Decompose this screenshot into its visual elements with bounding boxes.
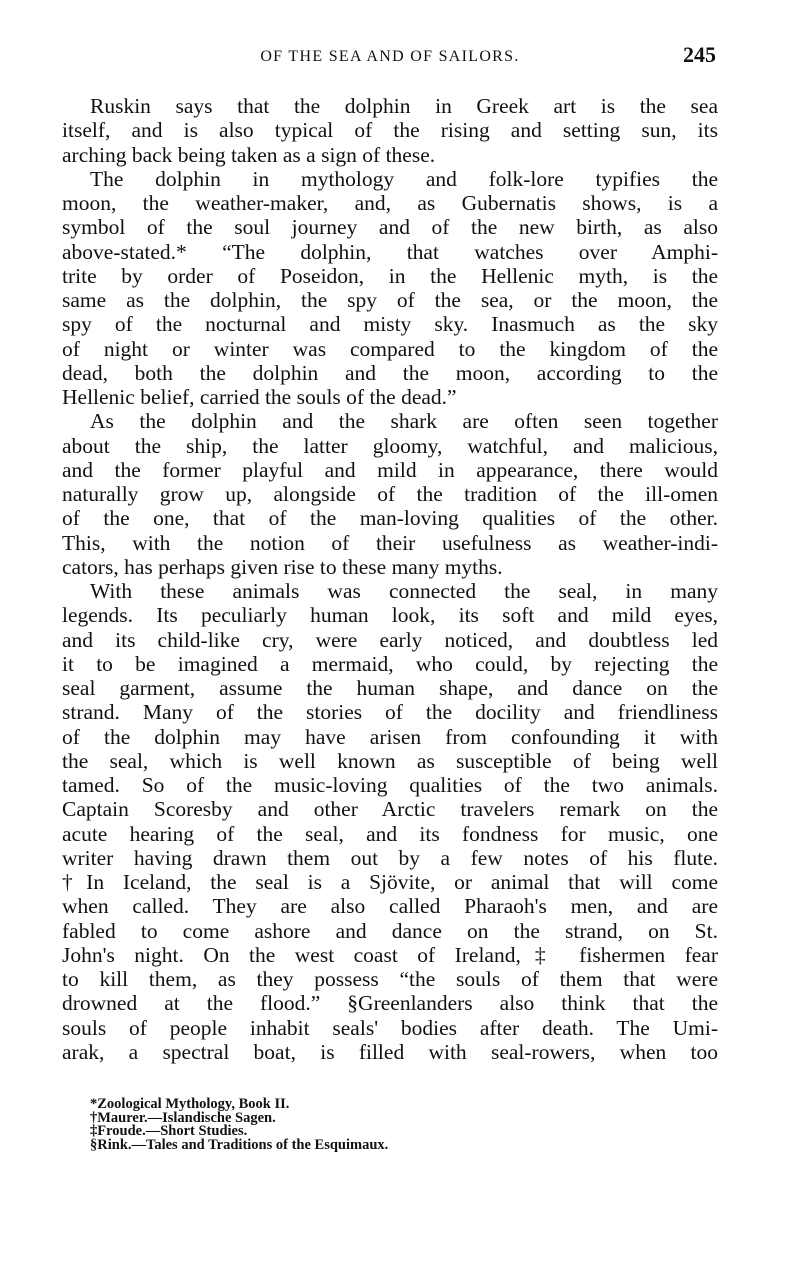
text-line: souls of people inhabit seals' bodies after death. The Umi- <box>62 1015 718 1040</box>
text-line: strand. Many of the stories of the docility and friendliness <box>62 700 718 725</box>
text-line: symbol of the soul journey and of the new birth, as also <box>62 215 718 240</box>
text-line: of the dolphin may have arisen from confounding it with <box>62 724 718 749</box>
text-line: of night or winter was compared to the kingdom of the <box>62 336 718 361</box>
text-line: the seal, which is well known as susceptible of being well <box>62 748 718 773</box>
text-line: moon, the weather-maker, and, as Gubernatis shows, is a <box>62 191 718 215</box>
footnote: ‡Froude.—Short Studies. <box>90 1123 248 1139</box>
page-header <box>62 42 718 72</box>
text-line: Hellenic belief, carried the souls of the dead.” <box>62 385 457 409</box>
text-line: to kill them, as they possess “the souls of them that were <box>62 967 718 991</box>
footnotes <box>90 1098 388 1152</box>
text-line: it to be imagined a mermaid, who could, by rejecting the <box>62 651 718 676</box>
text-line: The dolphin in mythology and folk-lore typifies the <box>90 166 718 191</box>
text-line: same as the dolphin, the spy of the sea, or the moon, the <box>62 288 718 312</box>
body-text <box>62 94 718 1064</box>
text-line: arching back being taken as a sign of these. <box>62 142 436 167</box>
paragraph <box>62 167 718 410</box>
text-line: legends. Its peculiarly human look, its soft and mild eyes, <box>62 603 718 628</box>
text-line: above-stated.* “The dolphin, that watches over Amphi- <box>62 239 718 264</box>
footnote: §Rink.—Tales and Traditions of the Esquimaux. <box>90 1136 389 1153</box>
text-line: fabled to come ashore and dance on the strand, on St. <box>62 918 718 943</box>
text-line: dead, both the dolphin and the moon, according to the <box>62 360 718 385</box>
footnote: †Maurer.—Islandische Sagen. <box>90 1109 276 1126</box>
text-line: With these animals was connected the seal, in many <box>90 579 718 603</box>
paragraph <box>62 409 718 579</box>
text-line: and the former playful and mild in appearance, there would <box>62 457 718 482</box>
text-line: itself, and is also typical of the rising and setting sun, its <box>62 118 718 143</box>
text-line: As the dolphin and the shark are often seen together <box>90 409 718 434</box>
text-line: tamed. So of the music-loving qualities of the two animals. <box>62 773 718 797</box>
text-line: and its child-like cry, were early noticed, and doubtless led <box>62 627 718 652</box>
text-line: drowned at the flood.” §Greenlanders also think that the <box>62 991 718 1016</box>
footnote: *Zoological Mythology, Book II. <box>90 1096 290 1112</box>
text-line: spy of the nocturnal and misty sky. Inasmuch as the sky <box>62 312 718 337</box>
text-line: Ruskin says that the dolphin in Greek art is the sea <box>90 94 718 118</box>
text-line: acute hearing of the seal, and its fondness for music, one <box>62 821 718 846</box>
text-line: of the one, that of the man-loving qualities of the other. <box>62 506 718 531</box>
text-line: writer having drawn them out by a few notes of his flute. <box>62 845 718 870</box>
running-title: OF THE SEA AND OF SAILORS. <box>260 48 520 65</box>
text-line: seal garment, assume the human shape, and dance on the <box>62 676 718 700</box>
page-number: 245 <box>683 42 716 67</box>
paragraph <box>62 579 718 1064</box>
text-line: cators, has perhaps given rise to these many myths. <box>62 554 503 579</box>
text-line: trite by order of Poseidon, in the Hellenic myth, is the <box>62 263 718 288</box>
text-line: †In Iceland, the seal is a Sjövite, or animal that will come <box>62 870 718 894</box>
text-line: about the ship, the latter gloomy, watchful, and malicious, <box>62 433 718 458</box>
text-line: This, with the notion of their usefulness as weather-indi- <box>62 530 718 555</box>
text-line: arak, a spectral boat, is filled with seal-rowers, when too <box>62 1039 718 1064</box>
text-line: naturally grow up, alongside of the tradition of the ill-omen <box>62 482 718 506</box>
text-line: Captain Scoresby and other Arctic travelers remark on the <box>62 797 718 822</box>
paragraph <box>62 94 718 167</box>
text-line: when called. They are also called Pharaoh's men, and are <box>62 894 718 919</box>
text-line: John's night. On the west coast of Ireland,‡ fishermen fear <box>62 942 718 967</box>
